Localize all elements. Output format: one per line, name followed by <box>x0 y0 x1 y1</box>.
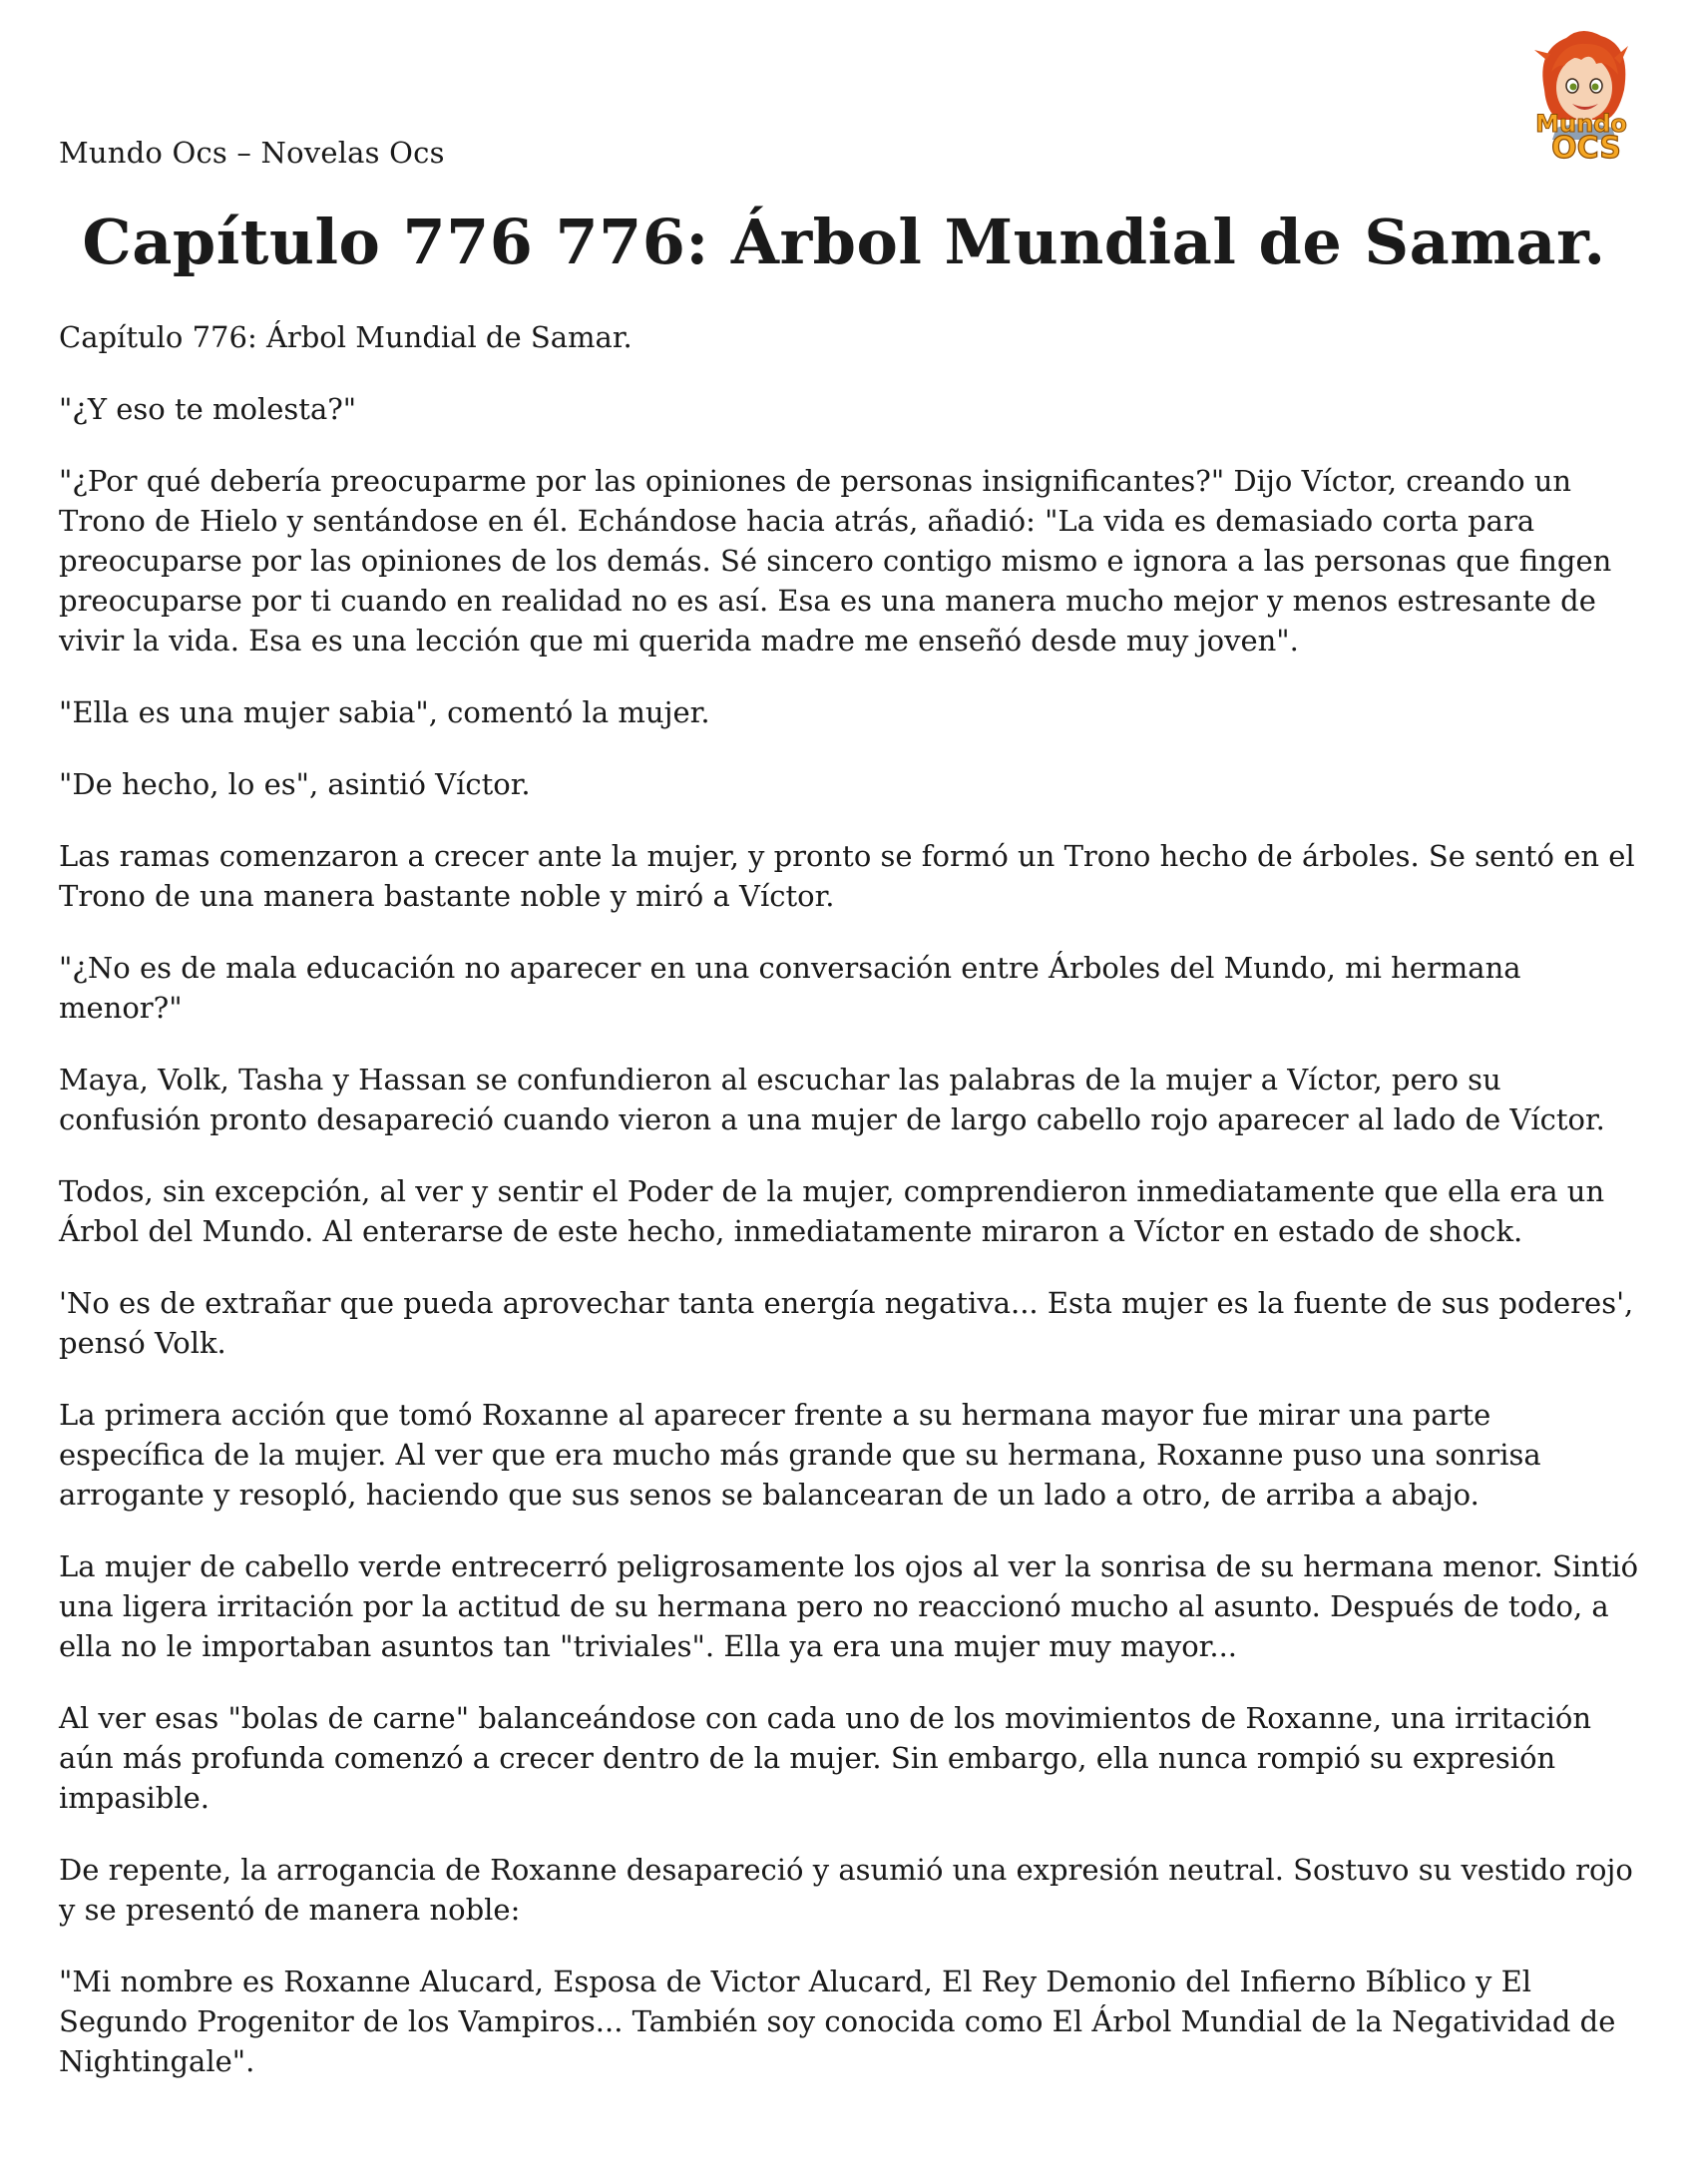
paragraph: "Ella es una mujer sabia", comentó la mujer. <box>59 695 710 729</box>
mundo-ocs-logo <box>1506 20 1656 170</box>
anime-character-avatar-icon <box>1506 20 1656 170</box>
paragraph: La primera acción que tomó Roxanne al aparecer frente a su hermana mayor fue mirar una parte específica de la mujer. Al ver que era mucho más grande que su hermana, Roxanne puso una sonrisa arrogante y resopló, haciendo que sus senos se balancearan de un lado a otro, de arriba a abajo. <box>59 1398 1541 1512</box>
chapter-body <box>59 317 1645 2113</box>
paragraph: Al ver esas "bolas de carne" balanceándose con cada uno de los movimientos de Roxanne, una irritación aún más profunda comenzó a crecer dentro de la mujer. Sin embargo, ella nunca rompió su expresión impasible. <box>59 1701 1592 1815</box>
logo-text-bottom: OCS <box>1551 131 1621 166</box>
logo-text-top: Mundo <box>1535 110 1627 138</box>
site-header-label: Mundo Ocs – Novelas Ocs <box>59 136 445 170</box>
paragraph: La mujer de cabello verde entrecerró peligrosamente los ojos al ver la sonrisa de su hermana menor. Sintió una ligera irritación por la actitud de su hermana pero no reaccionó mucho al asunto. Después de todo, a ella no le importaban asuntos tan "triviales". Ella ya era una mujer muy mayor... <box>59 1549 1639 1663</box>
paragraph: 'No es de extrañar que pueda aprovechar tanta energía negativa... Esta mujer es la fuente de sus poderes', pensó Volk. <box>59 1286 1634 1360</box>
paragraph: Capítulo 776: Árbol Mundial de Samar. <box>59 320 633 354</box>
paragraph: Las ramas comenzaron a crecer ante la mujer, y pronto se formó un Trono hecho de árboles. Se sentó en el Trono de una manera bastante noble y miró a Víctor. <box>59 839 1635 913</box>
paragraph: "Mi nombre es Roxanne Alucard, Esposa de Victor Alucard, El Rey Demonio del Infierno Bíblico y El Segundo Progenitor de los Vampiros... También soy conocida como El Árbol Mundial de la Negatividad de Nightingale". <box>59 1965 1616 2078</box>
paragraph: "De hecho, lo es", asintió Víctor. <box>59 767 531 801</box>
paragraph: "¿No es de mala educación no aparecer en una conversación entre Árboles del Mundo, mi hermana menor?" <box>59 951 1521 1025</box>
chapter-title: Capítulo 776 776: Árbol Mundial de Samar. <box>82 206 1606 278</box>
paragraph: Todos, sin excepción, al ver y sentir el Poder de la mujer, comprendieron inmediatamente que ella era un Árbol del Mundo. Al enterarse de este hecho, inmediatamente miraron a Víctor en estado de shock. <box>59 1174 1605 1248</box>
paragraph: "¿Y eso te molesta?" <box>59 392 357 426</box>
paragraph: "¿Por qué debería preocuparme por las opiniones de personas insignificantes?" Dijo Víctor, creando un Trono de Hielo y sentándose en él. Echándose hacia atrás, añadió: "La vida es demasiado corta para preocuparse por las opiniones de los demás. Sé sincero contigo mismo e ignora a las personas que fingen preocuparse por ti cuando en realidad no es así. Esa es una manera mucho mejor y menos estresante de vivir la vida. Esa es una lección que mi querida madre me enseñó desde muy joven". <box>59 464 1612 657</box>
paragraph: Maya, Volk, Tasha y Hassan se confundieron al escuchar las palabras de la mujer a Víctor, pero su confusión pronto desapareció cuando vieron a una mujer de largo cabello rojo aparecer al lado de Víctor. <box>59 1063 1605 1136</box>
paragraph: De repente, la arrogancia de Roxanne desapareció y asumió una expresión neutral. Sostuvo su vestido rojo y se presentó de manera noble: <box>59 1853 1633 1927</box>
